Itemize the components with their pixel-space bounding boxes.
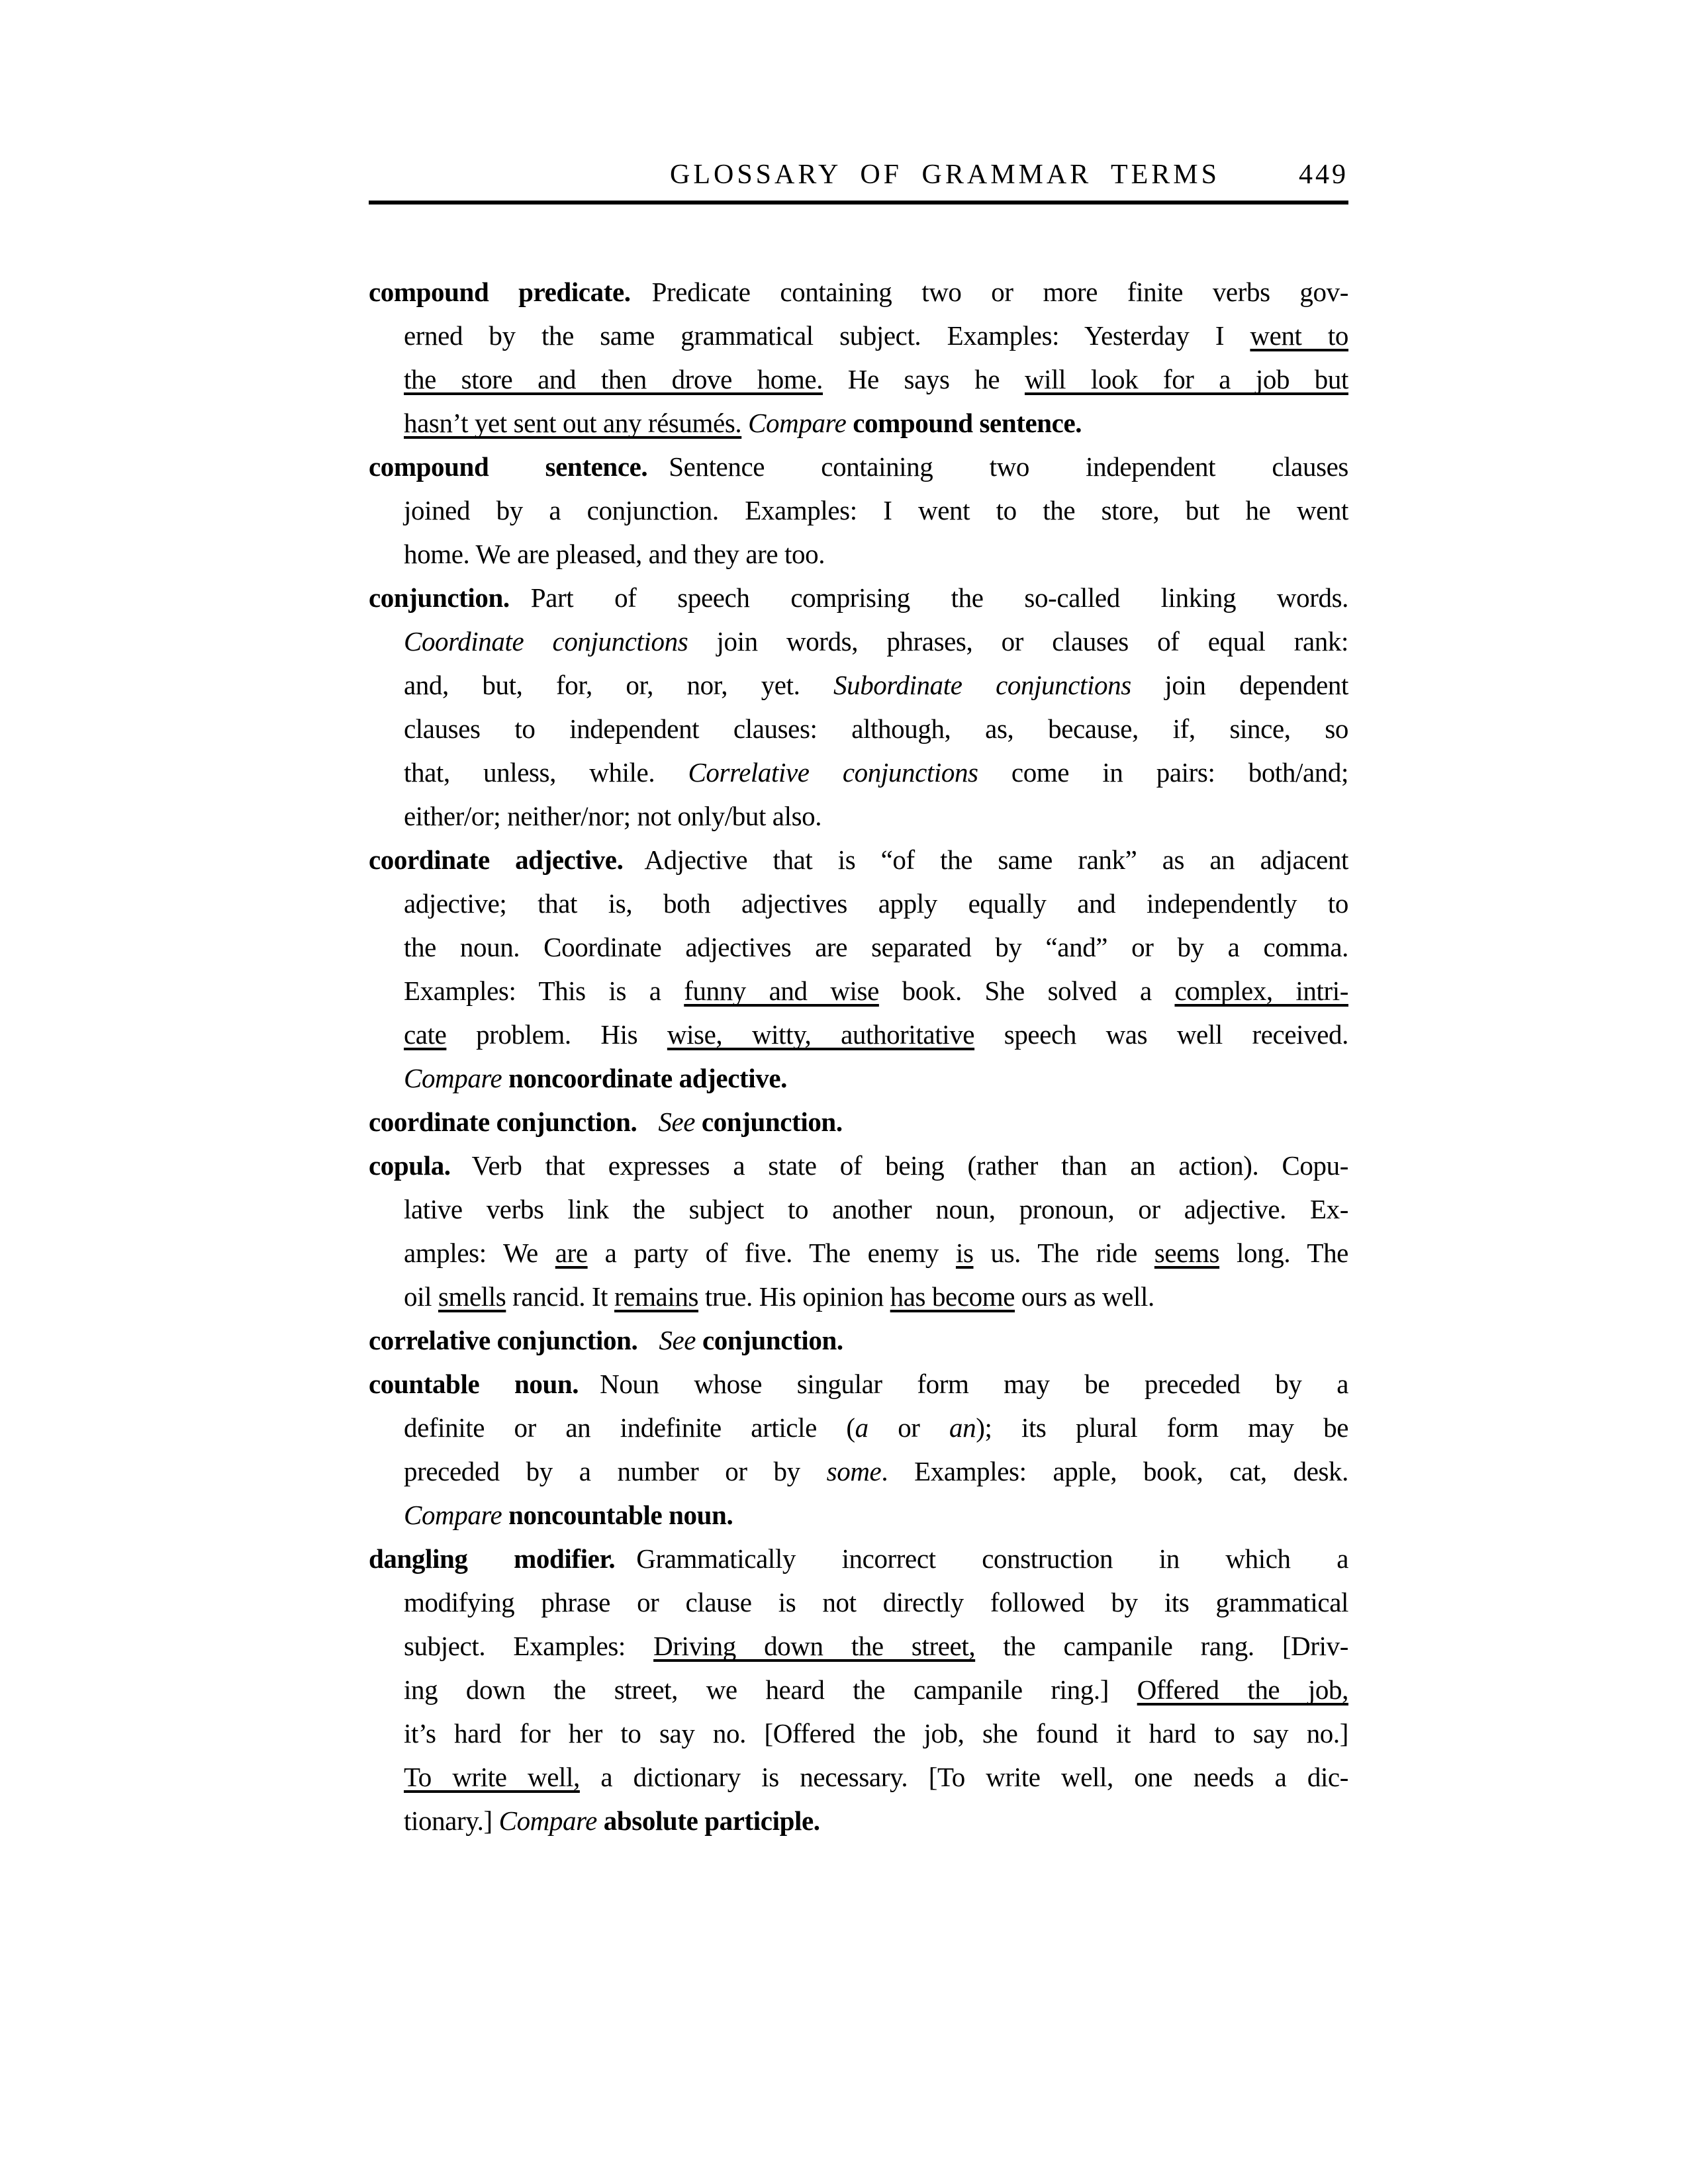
- text-line: [369, 794, 1348, 838]
- text-run: and, but, for, or, nor, yet.: [404, 670, 833, 700]
- text-run: Adjective that is “of the same rank” as an adjacent: [644, 844, 1348, 875]
- text-line: [369, 314, 1348, 357]
- glossary-entry: [369, 270, 1348, 445]
- text-line: [369, 576, 1348, 619]
- text-line: [369, 1449, 1348, 1493]
- italic-text: Subordinate conjunctions: [833, 670, 1131, 700]
- text-run: home. We are pleased, and they are too.: [404, 539, 825, 569]
- underlined-example: Offered the job,: [1137, 1674, 1348, 1705]
- italic-text: some: [826, 1456, 882, 1486]
- text-line: [369, 1013, 1348, 1056]
- text-run: that, unless, while.: [404, 757, 688, 788]
- text-run: [695, 1107, 702, 1137]
- text-line: [369, 619, 1348, 663]
- underlined-example: Driving down the street,: [653, 1631, 976, 1661]
- text-run: ); its plural form may be: [976, 1412, 1348, 1443]
- underlined-example: wise, witty, authoritative: [667, 1019, 975, 1050]
- glossary-entry: [369, 445, 1348, 576]
- text-run: a dictionary is necessary. [To write well, one needs a dic-: [579, 1762, 1348, 1792]
- text-line: [369, 1755, 1348, 1799]
- text-line: [369, 1187, 1348, 1231]
- text-line: [369, 663, 1348, 707]
- text-run: lative verbs link the subject to another noun, pronoun, or adjective. Ex-: [404, 1194, 1348, 1224]
- text-run: tionary.]: [404, 1805, 499, 1836]
- text-line: [369, 1231, 1348, 1275]
- underlined-example: has become: [890, 1281, 1015, 1312]
- text-line: [369, 1799, 1348, 1843]
- text-line: [369, 925, 1348, 969]
- text-line: [369, 1406, 1348, 1449]
- italic-text: Correlative conjunctions: [688, 757, 978, 788]
- text-run: the campanile rang. [Driv-: [975, 1631, 1348, 1661]
- text-run: [846, 408, 853, 438]
- text-run: book. She solved a: [878, 976, 1175, 1006]
- text-line: [369, 445, 1348, 488]
- text-run: . Examples: apple, book, cat, desk.: [881, 1456, 1348, 1486]
- text-line: [369, 1318, 1348, 1362]
- running-header-title: GLOSSARY OF GRAMMAR TERMS: [670, 159, 1221, 190]
- entry-term: correlative conjunction.: [369, 1325, 638, 1355]
- underlined-example: are: [555, 1238, 588, 1268]
- text-run: Sentence containing two independent clauses: [669, 451, 1348, 482]
- text-run: joined by a conjunction. Examples: I went to the store, but he went: [404, 495, 1348, 525]
- text-line: [369, 532, 1348, 576]
- cross-reference-term: absolute participle.: [603, 1805, 820, 1836]
- text-line: [369, 1100, 1348, 1144]
- text-line: [369, 751, 1348, 794]
- cross-reference-term: noncoordinate adjective.: [508, 1063, 787, 1093]
- italic-text: See: [658, 1107, 696, 1137]
- text-line: [369, 1668, 1348, 1711]
- text-run: [741, 408, 748, 438]
- italic-text: Coordinate conjunctions: [404, 626, 688, 657]
- italic-text: Compare: [748, 408, 847, 438]
- text-run: adjective; that is, both adjectives apply equally and independently to: [404, 888, 1348, 919]
- glossary-entry: [369, 1537, 1348, 1843]
- underlined-example: seems: [1154, 1238, 1220, 1268]
- text-run: it’s hard for her to say no. [Offered the job, she found it hard to say no.]: [404, 1718, 1348, 1749]
- text-run: subject. Examples:: [404, 1631, 654, 1661]
- text-run: speech was well received.: [974, 1019, 1348, 1050]
- text-line: [369, 1144, 1348, 1187]
- text-run: either/or; neither/nor; not only/but also.: [404, 801, 822, 831]
- underlined-example: is: [955, 1238, 974, 1268]
- text-run: amples: We: [404, 1238, 555, 1268]
- italic-text: See: [659, 1325, 696, 1355]
- text-run: a party of five. The enemy: [587, 1238, 956, 1268]
- text-run: clauses to independent clauses: although, as, because, if, since, so: [404, 713, 1348, 744]
- text-line: [369, 969, 1348, 1013]
- text-line: [369, 707, 1348, 751]
- text-run: He says he: [823, 364, 1025, 394]
- text-line: [369, 488, 1348, 532]
- page-number: 449: [1299, 159, 1348, 190]
- underlined-example: complex, intri-: [1174, 976, 1348, 1006]
- underlined-example: hasn’t yet sent out any résumés.: [404, 408, 742, 438]
- italic-text: Compare: [498, 1805, 597, 1836]
- text-run: definite or an indefinite article (: [404, 1412, 855, 1443]
- text-run: ing down the street, we heard the campanile ring.]: [404, 1674, 1137, 1705]
- text-line: [369, 401, 1348, 445]
- text-line: [369, 1275, 1348, 1318]
- text-line: [369, 1493, 1348, 1537]
- text-run: join dependent: [1131, 670, 1348, 700]
- text-run: or: [868, 1412, 950, 1443]
- glossary-entry: [369, 576, 1348, 838]
- text-line: [369, 1537, 1348, 1580]
- entry-term: coordinate adjective.: [369, 844, 624, 875]
- entry-term: coordinate conjunction.: [369, 1107, 637, 1137]
- underlined-example: smells: [438, 1281, 506, 1312]
- glossary-entry: [369, 838, 1348, 1100]
- text-line: [369, 1362, 1348, 1406]
- entry-term: copula.: [369, 1150, 451, 1181]
- text-run: come in pairs: both/and;: [978, 757, 1348, 788]
- cross-reference-term: conjunction.: [701, 1107, 843, 1137]
- underlined-example: went to: [1250, 320, 1349, 351]
- text-line: [369, 357, 1348, 401]
- text-run: join words, phrases, or clauses of equal rank:: [688, 626, 1348, 657]
- text-run: Part of speech comprising the so-called linking words.: [530, 582, 1348, 613]
- text-run: [597, 1805, 604, 1836]
- underlined-example: funny and wise: [684, 976, 879, 1006]
- underlined-example: will look for a job but: [1024, 364, 1348, 394]
- entry-term: dangling modifier.: [369, 1543, 616, 1574]
- text-run: rancid. It: [506, 1281, 615, 1312]
- text-run: Predicate containing two or more finite verbs gov-: [651, 277, 1348, 307]
- italic-text: Compare: [404, 1500, 502, 1530]
- entry-term: conjunction.: [369, 582, 510, 613]
- text-line: [369, 838, 1348, 882]
- italic-text: an: [949, 1412, 976, 1443]
- text-line: [369, 1624, 1348, 1668]
- text-run: Verb that expresses a state of being (rather than an action). Copu-: [471, 1150, 1348, 1181]
- text-run: the noun. Coordinate adjectives are separated by “and” or by a comma.: [404, 932, 1348, 962]
- text-run: problem. His: [446, 1019, 667, 1050]
- text-run: preceded by a number or by: [404, 1456, 827, 1486]
- glossary-entry: [369, 1144, 1348, 1318]
- text-run: oil: [404, 1281, 438, 1312]
- italic-text: Compare: [404, 1063, 502, 1093]
- text-run: [502, 1063, 508, 1093]
- text-run: ours as well.: [1015, 1281, 1154, 1312]
- entry-term: compound sentence.: [369, 451, 648, 482]
- glossary-entry: [369, 1100, 1348, 1144]
- underlined-example: remains: [614, 1281, 699, 1312]
- cross-reference-term: compound sentence.: [853, 408, 1082, 438]
- text-line: [369, 882, 1348, 925]
- text-run: Examples: This is a: [404, 976, 684, 1006]
- glossary-entry: [369, 1362, 1348, 1537]
- text-run: long. The: [1219, 1238, 1348, 1268]
- entry-term: countable noun.: [369, 1369, 579, 1399]
- text-run: Grammatically incorrect construction in which a: [636, 1543, 1348, 1574]
- entry-term: compound predicate.: [369, 277, 631, 307]
- text-run: [696, 1325, 702, 1355]
- text-line: [369, 1056, 1348, 1100]
- glossary-entries: [369, 270, 1348, 1843]
- cross-reference-term: noncountable noun.: [508, 1500, 733, 1530]
- text-line: [369, 270, 1348, 314]
- italic-text: a: [855, 1412, 868, 1443]
- glossary-entry: [369, 1318, 1348, 1362]
- text-run: true. His opinion: [698, 1281, 890, 1312]
- underlined-example: cate: [404, 1019, 447, 1050]
- underlined-example: the store and then drove home.: [404, 364, 823, 394]
- text-run: Noun whose singular form may be preceded by a: [600, 1369, 1348, 1399]
- text-run: us. The ride: [973, 1238, 1154, 1268]
- text-run: modifying phrase or clause is not directly followed by its grammatical: [404, 1587, 1348, 1617]
- header-rule: [369, 201, 1348, 205]
- underlined-example: To write well,: [404, 1762, 580, 1792]
- text-line: [369, 1580, 1348, 1624]
- cross-reference-term: conjunction.: [702, 1325, 843, 1355]
- text-line: [369, 1711, 1348, 1755]
- text-run: erned by the same grammatical subject. Examples: Yesterday I: [404, 320, 1250, 351]
- text-run: [502, 1500, 508, 1530]
